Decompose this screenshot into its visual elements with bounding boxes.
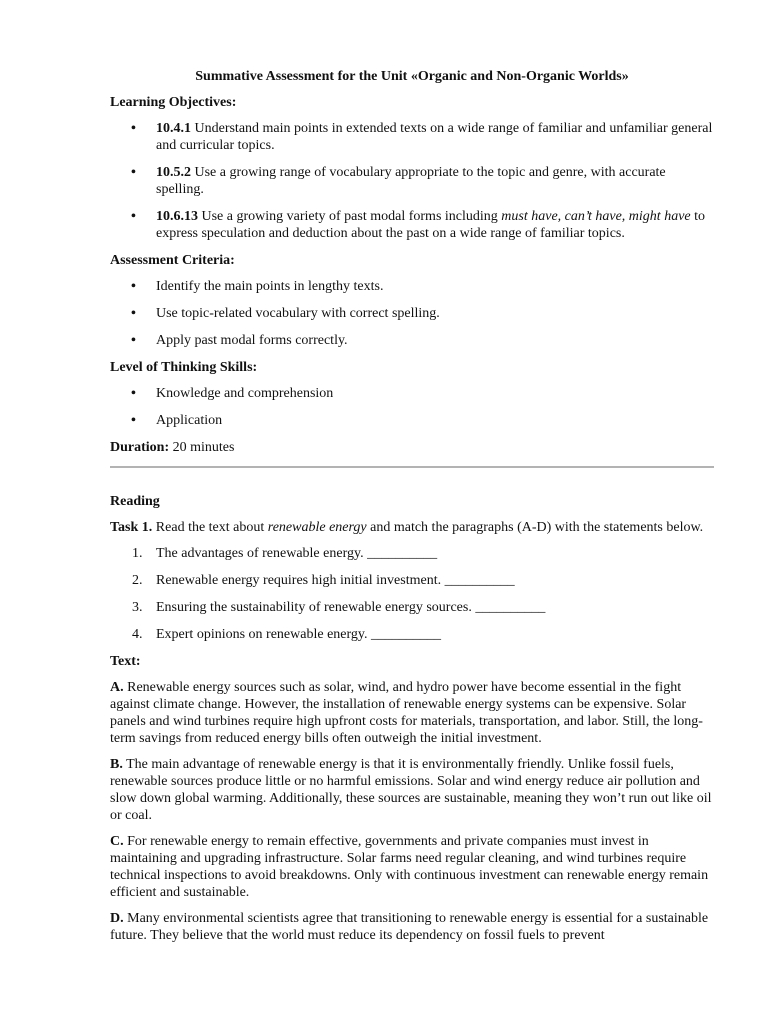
statements-list xyxy=(110,545,714,643)
list-item xyxy=(110,278,714,295)
paragraph-d xyxy=(110,910,714,944)
paragraph-letter: B. xyxy=(110,757,123,772)
task-instructions xyxy=(110,519,714,536)
statement-text: Ensuring the sustainability of renewable energy sources. __________ xyxy=(156,600,546,615)
paragraph-letter: D. xyxy=(110,911,124,926)
bullet-icon: • xyxy=(131,386,136,401)
list-item xyxy=(110,385,714,402)
task-text: Read the text about xyxy=(152,520,268,535)
bullet-icon: • xyxy=(131,165,136,180)
list-item xyxy=(110,626,714,643)
paragraph-letter: C. xyxy=(110,834,124,849)
paragraph-b xyxy=(110,756,714,824)
statement-number: 1. xyxy=(132,546,143,561)
paragraph-letter: A. xyxy=(110,680,124,695)
statement-number: 3. xyxy=(132,600,143,615)
paragraph-a xyxy=(110,679,714,747)
list-item xyxy=(110,599,714,616)
assessment-criteria-list xyxy=(110,278,714,349)
bullet-icon: • xyxy=(131,279,136,294)
objective-code: 10.6.13 xyxy=(156,209,198,224)
page-title: Summative Assessment for the Unit «Organic and Non-Organic Worlds» xyxy=(195,69,629,84)
paragraph-c xyxy=(110,833,714,901)
thinking-skills-heading: Level of Thinking Skills: xyxy=(110,360,258,375)
learning-objectives-heading: Learning Objectives: xyxy=(110,95,237,110)
bullet-icon: • xyxy=(131,306,136,321)
bullet-icon: • xyxy=(131,121,136,136)
objective-text: Use a growing range of vocabulary appropriate to the topic and genre, with accurate spelling. xyxy=(156,165,666,197)
text-heading: Text: xyxy=(110,654,141,669)
list-item xyxy=(110,572,714,589)
objective-code: 10.5.2 xyxy=(156,165,191,180)
skill-text: Application xyxy=(156,413,223,428)
bullet-icon: • xyxy=(131,333,136,348)
task-text-end: and match the paragraphs (A-D) with the statements below. xyxy=(366,520,704,535)
reading-heading: Reading xyxy=(110,494,160,509)
list-item xyxy=(110,120,714,154)
objective-text-end: to express speculation and deduction about the past on a wide range of familiar topics. xyxy=(156,209,706,241)
bullet-icon: • xyxy=(131,209,136,224)
criterion-text: Use topic-related vocabulary with correct spelling. xyxy=(156,306,440,321)
task-topic: renewable energy xyxy=(267,520,367,535)
skill-text: Knowledge and comprehension xyxy=(156,386,334,401)
section-divider xyxy=(110,466,714,468)
paragraph-text: For renewable energy to remain effective, governments and private companies must invest in maintaining and upgrading infrastructure. Solar farms need regular cleaning, and wind turbines require technical inspections to avoid breakdowns. Only with continuous investment can renewable energy remain efficient and sustainable. xyxy=(110,834,709,900)
thinking-skills-list xyxy=(110,385,714,429)
statement-text: Expert opinions on renewable energy. __________ xyxy=(156,627,441,642)
criterion-text: Identify the main points in lengthy texts. xyxy=(156,279,384,294)
bullet-icon: • xyxy=(131,413,136,428)
list-item xyxy=(110,164,714,198)
learning-objectives-list xyxy=(110,120,714,242)
duration-label: Duration: xyxy=(110,440,170,455)
list-item xyxy=(110,305,714,322)
assessment-criteria-heading: Assessment Criteria: xyxy=(110,253,235,268)
duration xyxy=(110,439,714,456)
objective-text: Understand main points in extended texts on a wide range of familiar and unfamiliar general and curricular topics. xyxy=(156,121,713,153)
statement-number: 4. xyxy=(132,627,143,642)
paragraph-text: Many environmental scientists agree that transitioning to renewable energy is essential for a sustainable future. They believe that the world must reduce its dependency on fossil fuels to prevent xyxy=(110,911,709,943)
objective-modals: must have, can’t have, might have xyxy=(501,209,691,224)
objective-code: 10.4.1 xyxy=(156,121,191,136)
statement-text: The advantages of renewable energy. __________ xyxy=(156,546,438,561)
paragraph-text: Renewable energy sources such as solar, wind, and hydro power have become essential in the fight against climate change. However, the installation of renewable energy systems can be expensive. Solar panels and wind turbines require high upfront costs for materials, transportation, and labor. Still, the long-term savings from reduced energy bills often outweigh the initial investment. xyxy=(110,680,703,746)
criterion-text: Apply past modal forms correctly. xyxy=(156,333,348,348)
list-item xyxy=(110,208,714,242)
statement-number: 2. xyxy=(132,573,143,588)
task-label: Task 1. xyxy=(110,520,153,535)
duration-value: 20 minutes xyxy=(169,440,235,455)
document-page xyxy=(110,68,714,953)
list-item xyxy=(110,332,714,349)
list-item xyxy=(110,545,714,562)
statement-text: Renewable energy requires high initial investment. __________ xyxy=(156,573,515,588)
objective-text: Use a growing variety of past modal forms including xyxy=(198,209,502,224)
list-item xyxy=(110,412,714,429)
paragraph-text: The main advantage of renewable energy is that it is environmentally friendly. Unlike fossil fuels, renewable sources produce little or no harmful emissions. Solar and wind energy reduce air pollution and slow down global warming. Additionally, these sources are sustainable, meaning they won’t run out like oil or coal. xyxy=(110,757,712,823)
